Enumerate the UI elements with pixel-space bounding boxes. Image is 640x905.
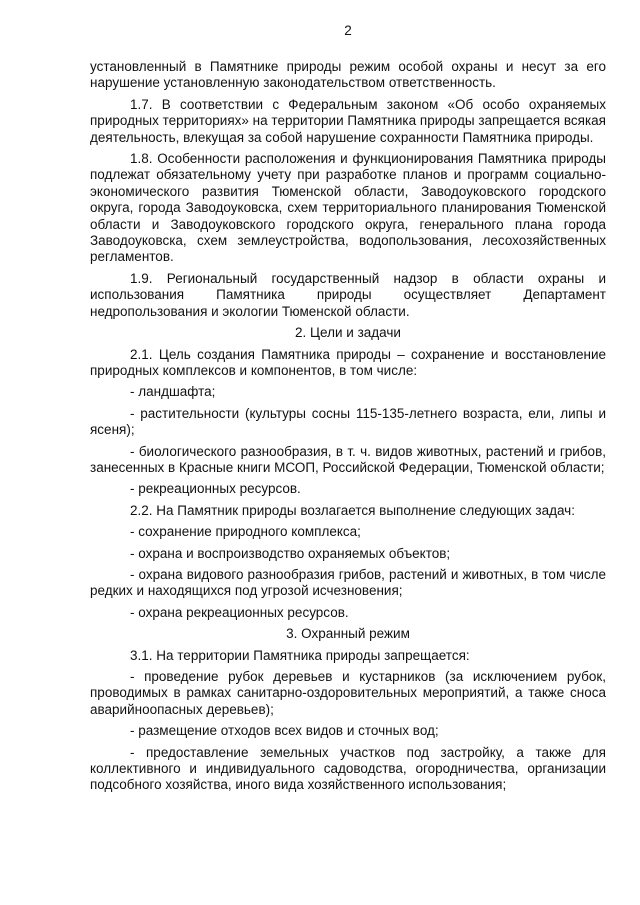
paragraph: - сохранение природного комплекса; (130, 524, 361, 540)
paragraph: 1.9. Региональный государственный надзор в области охраны и использования Памятника природы осуществляет Департамент недропользования и экологии Тюменской области. (90, 270, 606, 319)
paragraph: - проведение рубок деревьев и кустарников (за исключением рубок, проводимых в рамках санитарно-оздоровительных мероприятий, а также сноса аварийноопасных деревьев); (90, 669, 606, 717)
paragraph: 1.7. В соответствии с Федеральным законом «Об особо охраняемых природных территориях» на территории Памятника природы запрещается всякая деятельность, влекущая за собой нарушение сохранности Памятника природы. (90, 96, 606, 145)
document-body (90, 59, 606, 794)
paragraph: - предоставление земельных участков под застройку, а также для коллективного и индивидуального садоводства, огородничества, организации подсобного хозяйства, иного вида хозяйственного использования; (90, 744, 606, 793)
page-number: 2 (344, 23, 352, 38)
paragraph: установленный в Памятнике природы режим особой охраны и несут за его нарушение установленную законодательством ответственность. (90, 59, 606, 91)
paragraph: - рекреационных ресурсов. (130, 481, 301, 497)
paragraph: 1.8. Особенности расположения и функционирования Памятника природы подлежат обязательному учету при разработке планов и программ социально-экономического развития Тюменской области, Заводоуковского городского округа, города Заводоуковска, схем территориального планирования Тюменской области и Заводоуковского городского округа, генерального плана города Заводоуковска, схем землеустройства, водопользования, лесохозяйственных регламентов. (90, 151, 606, 265)
paragraph: - охрана видового разнообразия грибов, растений и животных, в том числе редких и находящихся под угрозой исчезновения; (90, 566, 606, 599)
paragraph: - размещение отходов всех видов и сточных вод; (130, 723, 439, 739)
section-heading: 2. Цели и задачи (295, 325, 401, 341)
paragraph: 3.1. На территории Памятника природы запрещается: (130, 647, 470, 663)
paragraph: - биологического разнообразия, в т. ч. видов животных, растений и грибов, занесенных в Красные книги МСОП, Российской Федерации, Тюменской области; (90, 443, 606, 475)
paragraph: 2.1. Цель создания Памятника природы – сохранение и восстановление природных комплексов и компонентов, в том числе: (90, 346, 606, 378)
paragraph: - ландшафта; (130, 384, 216, 400)
paragraph: - охрана и воспроизводство охраняемых объектов; (130, 545, 451, 561)
paragraph: 2.2. На Памятник природы возлагается выполнение следующих задач: (130, 502, 575, 518)
section-heading: 3. Охранный режим (286, 626, 410, 642)
paragraph: - растительности (культуры сосны 115-135-летнего возраста, ели, липы и ясеня); (90, 405, 606, 438)
paragraph: - охрана рекреационных ресурсов. (130, 604, 349, 620)
